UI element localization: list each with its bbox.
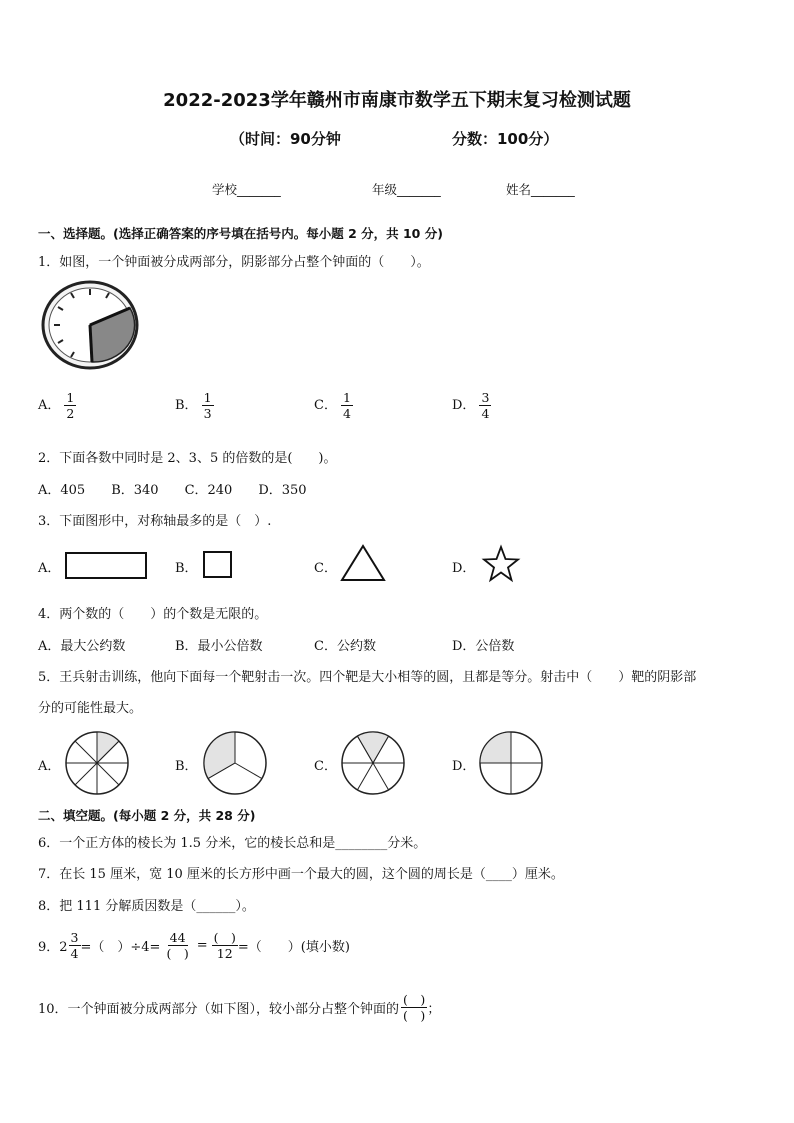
q10-denominator: ( ): [403, 1008, 426, 1023]
option-label: C．: [314, 398, 337, 413]
target-b-circle: [202, 730, 268, 796]
q5-label-b[interactable]: B．: [175, 759, 198, 774]
denominator: 3: [203, 406, 212, 421]
q9-frac2-numerator: ( ): [213, 930, 236, 945]
rectangle-shape: [65, 552, 147, 580]
q3-label-a[interactable]: A．: [38, 561, 61, 576]
question-5-line-1: 5．王兵射击训练，他向下面每一个靶射击一次。四个靶是大小相等的圆，且都是等分。射击中（ ）靶的阴影部: [38, 670, 697, 685]
numerator: 3: [481, 390, 490, 405]
school-field: 学校_______: [212, 182, 281, 197]
numerator: 1: [203, 390, 212, 405]
q3-label-c[interactable]: C．: [314, 561, 337, 576]
q9-prefix: 9．2: [38, 940, 68, 955]
option-label: D．: [452, 398, 476, 413]
square-shape: [203, 551, 233, 578]
q9-suffix: =（ ）(填小数): [237, 940, 350, 955]
question-4: 4．两个数的（ ）的个数是无限的。: [38, 607, 268, 622]
denominator: 4: [481, 406, 490, 421]
q10-text: 10．一个钟面被分成两部分（如下图），较小部分占整个钟面的: [38, 1002, 400, 1017]
question-2: 2．下面各数中同时是 2、3、5 的倍数的是( )。: [38, 451, 337, 466]
q3-label-b[interactable]: B．: [175, 561, 198, 576]
grade-field: 年级_______: [372, 182, 441, 197]
q4-option-a[interactable]: A．最大公约数: [38, 639, 126, 654]
option-label: A．: [38, 398, 61, 413]
q5-label-d[interactable]: D．: [452, 759, 476, 774]
question-10: [38, 992, 440, 1023]
question-9: [38, 930, 350, 961]
section-1-heading: 一、选择题。(选择正确答案的序号填在括号内。每小题 2 分，共 10 分): [38, 226, 443, 241]
q2-options[interactable]: A．405 B．340 C．240 D．350: [38, 483, 307, 498]
q4-option-d[interactable]: D．公倍数: [452, 639, 515, 654]
target-a-circle: [64, 730, 130, 796]
q9-equals: =: [196, 938, 208, 953]
denominator: 4: [342, 406, 351, 421]
q10-end: ；: [427, 1002, 441, 1017]
q9-frac2-denominator: 12: [216, 946, 233, 961]
time-info: （时间：90分钟: [230, 130, 341, 148]
q9-mixed-numerator: 3: [70, 930, 79, 945]
q3-label-d[interactable]: D．: [452, 561, 476, 576]
section-2-heading: 二、填空题。(每小题 2 分，共 28 分): [38, 808, 256, 823]
target-c-circle: [340, 730, 406, 796]
q9-mixed-denominator: 4: [70, 946, 79, 961]
question-1: 1．如图，一个钟面被分成两部分，阴影部分占整个钟面的（ ）。: [38, 255, 430, 270]
clock-figure: [42, 280, 138, 370]
q4-option-c[interactable]: C．公约数: [314, 639, 376, 654]
q1-option-a[interactable]: [38, 390, 76, 421]
page-title: 2022-2023学年赣州市南康市数学五下期末复习检测试题: [163, 90, 631, 111]
q9-frac1-numerator: 44: [169, 930, 186, 945]
star-shape: [482, 546, 520, 582]
numerator: 1: [342, 390, 351, 405]
q5-label-c[interactable]: C．: [314, 759, 337, 774]
question-3: 3．下面图形中，对称轴最多的是（ ）.: [38, 514, 272, 529]
q4-option-b[interactable]: B．最小公倍数: [175, 639, 263, 654]
question-7: 7．在长 15 厘米，宽 10 厘米的长方形中画一个最大的圆，这个圆的周长是（____）厘米。: [38, 867, 564, 882]
option-label: B．: [175, 398, 198, 413]
denominator: 2: [66, 406, 75, 421]
triangle-shape: [340, 544, 386, 582]
numerator: 1: [66, 390, 75, 405]
q9-frac1-denominator: ( ): [166, 946, 189, 961]
question-5-line-2: 分的可能性最大。: [38, 701, 143, 716]
question-6: 6．一个正方体的棱长为 1.5 分米，它的棱长总和是________分米。: [38, 836, 427, 851]
q5-label-a[interactable]: A．: [38, 759, 61, 774]
question-8: 8．把 111 分解质因数是（______）。: [38, 899, 255, 914]
name-field: 姓名_______: [506, 182, 575, 197]
q10-numerator: ( ): [403, 992, 426, 1007]
q1-option-c[interactable]: [314, 390, 353, 421]
target-d-circle: [478, 730, 544, 796]
q1-option-d[interactable]: [452, 390, 491, 421]
score-info: 分数：100分）: [452, 130, 559, 148]
q1-option-b[interactable]: [175, 390, 214, 421]
q9-mid: =（ ）÷4=: [80, 940, 161, 955]
